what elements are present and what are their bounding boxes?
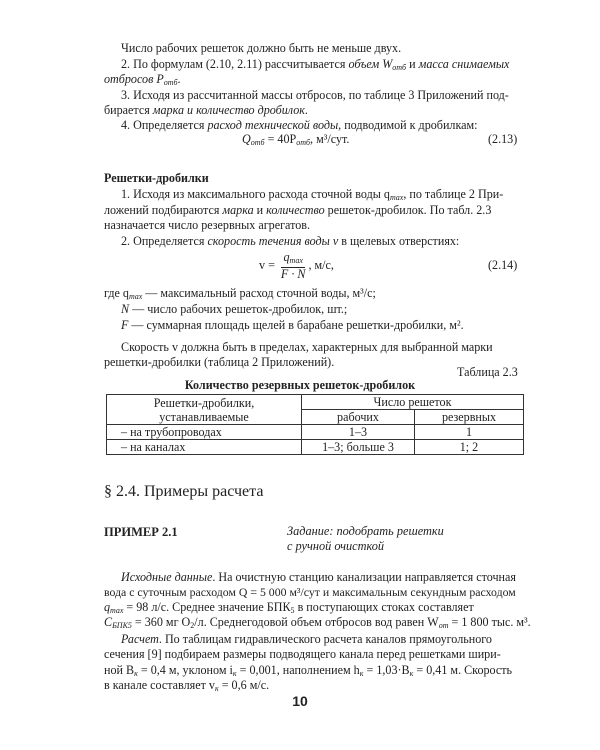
source-data-line-4: $C_{БПК5} = 360$ мг $О_2/л$. Среднегодовой объем отбросов вод равен $W_{от} = 1$ 800 тыс. м³. bbox=[104, 615, 531, 630]
table-cell-reserve: 1 bbox=[415, 425, 524, 440]
equation-2-14: v = $\frac{q_{max}}{F \cdot N}$ , м/с, bbox=[259, 250, 334, 281]
where-line-1: где $q_{max}$ — максимальный расход сточной воды, м³/с; bbox=[104, 286, 376, 301]
table-header-row bbox=[107, 395, 524, 410]
where-line-3: F — суммарная площадь щелей в барабане решетки-дробилки, м². bbox=[121, 318, 464, 332]
table-cell-reserve: 1; 2 bbox=[415, 440, 524, 455]
example-label: ПРИМЕР 2.1 bbox=[104, 525, 178, 539]
section-heading-grilles: Решетки-дробилки bbox=[104, 171, 209, 185]
table-label: Таблица 2.3 bbox=[457, 365, 518, 379]
intro-line-3: отбросов $P_{отб}$. bbox=[104, 72, 181, 87]
table-cell-type: – на каналах bbox=[107, 440, 302, 455]
grilles-line-1: 1. Исходя из максимального расхода сточной воды $q_{max}$, по таблице 2 При- bbox=[121, 187, 504, 202]
page-number: 10 bbox=[292, 693, 308, 709]
intro-line-4: 3. Исходя из рассчитанной массы отбросов, по таблице 3 Приложений под- bbox=[121, 88, 509, 102]
speed-note-line-1: Скорость v должна быть в пределах, характерных для выбранной марки bbox=[121, 340, 493, 354]
source-data-line-2: вода с суточным расходом Q = 5 000 м³/сут и максимальным секундным расходом bbox=[104, 585, 516, 599]
section-title: § 2.4. Примеры расчета bbox=[104, 483, 264, 500]
calc-line-2: сечения [9] подбираем размеры подводящего канала перед решетками шири- bbox=[104, 647, 501, 661]
table-row bbox=[107, 425, 524, 440]
source-data-line-3: $q_{max} = 98$ л/с. Среднее значение $БПК_5$ в поступающих стоках составляет bbox=[104, 600, 474, 615]
equation-number-2-14: (2.14) bbox=[488, 258, 518, 272]
table-cell-working: 1–3 bbox=[302, 425, 415, 440]
equation-number-2-13: (2.13) bbox=[488, 132, 518, 146]
calc-line-1: Расчет. По таблицам гидравлического расчета каналов прямоугольного bbox=[121, 632, 492, 646]
intro-line-6: 4. Определяется расход технической воды, подводимой к дробилкам: bbox=[121, 118, 478, 132]
source-data-line-1: Исходные данные. На очистную станцию канализации направляется сточная bbox=[121, 570, 516, 584]
intro-line-2: 2. По формулам (2.10, 2.11) рассчитывается объем $W_{отб}$ и масса снимаемых bbox=[121, 57, 510, 72]
table-header-type: Решетки-дробилки, устанавливаемые bbox=[107, 395, 302, 425]
grilles-line-2: ложений подбираются марка и количество решеток-дробилок. По табл. 2.3 bbox=[104, 203, 492, 217]
where-line-2: N — число рабочих решеток-дробилок, шт.; bbox=[121, 302, 348, 316]
reserve-grilles-table bbox=[106, 394, 524, 455]
grilles-line-3: назначается число резервных агрегатов. bbox=[104, 218, 311, 232]
grilles-line-4: 2. Определяется скорость течения воды v в щелевых отверстиях: bbox=[121, 234, 460, 248]
equation-2-13: $Q_{отб} = 40P_{отб}$, м³/сут. bbox=[242, 132, 350, 147]
table-cell-working: 1–3; больше 3 bbox=[302, 440, 415, 455]
table-header-working: рабочих bbox=[302, 410, 415, 425]
table-header-group: Число решеток bbox=[302, 395, 524, 410]
table-cell-type: – на трубопроводах bbox=[107, 425, 302, 440]
calc-line-3: ной $B_к = 0,4$ м, уклоном $i_к = 0,001$, наполнением $h_к = 1,03\cdot B_к = 0,41$ м. Скорость bbox=[104, 663, 513, 678]
fraction: $\frac{q_{max}}{F \cdot N}$ bbox=[280, 250, 306, 281]
intro-line-1: Число рабочих решеток должно быть не меньше двух. bbox=[121, 41, 402, 55]
table-header-reserve: резервных bbox=[415, 410, 524, 425]
example-task: Задание: подобрать решетки с ручной очисткой bbox=[287, 524, 444, 553]
speed-note-line-2: решетки-дробилки (таблица 2 Приложений). bbox=[104, 355, 335, 369]
table-row bbox=[107, 440, 524, 455]
calc-line-4: в канале составляет $v_к = 0,6$ м/с. bbox=[104, 678, 270, 693]
table-title: Количество резервных решеток-дробилок bbox=[184, 378, 416, 392]
intro-line-5: бирается марка и количество дробилок. bbox=[104, 103, 308, 117]
